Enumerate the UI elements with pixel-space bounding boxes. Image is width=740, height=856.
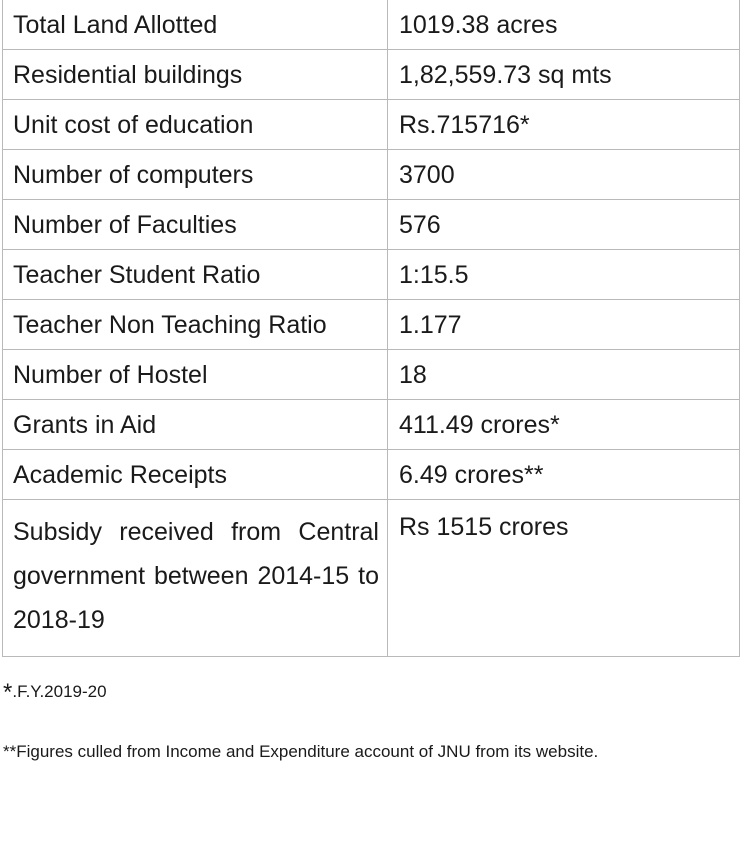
row-label: Teacher Student Ratio <box>3 250 388 300</box>
table-row <box>3 450 740 500</box>
row-label: Subsidy received from Central government between 2014-15 to 2018-19 <box>3 500 388 657</box>
footnote-source: **Figures culled from Income and Expenditure account of JNU from its website. <box>3 742 599 761</box>
table-row <box>3 100 740 150</box>
row-label: Number of Faculties <box>3 200 388 250</box>
row-value: 1.177 <box>388 300 740 350</box>
row-label: Grants in Aid <box>3 400 388 450</box>
row-value: 1,82,559.73 sq mts <box>388 50 740 100</box>
row-value: Rs 1515 crores <box>388 500 740 657</box>
row-value: 576 <box>388 200 740 250</box>
table-row <box>3 400 740 450</box>
footnote-fiscal-year <box>3 676 107 704</box>
table-row <box>3 250 740 300</box>
footnote-text: .F.Y.2019-20 <box>12 682 107 701</box>
row-label: Unit cost of education <box>3 100 388 150</box>
footnote-marker: * <box>3 679 13 706</box>
row-label: Teacher Non Teaching Ratio <box>3 300 388 350</box>
row-value: 6.49 crores** <box>388 450 740 500</box>
row-value: 3700 <box>388 150 740 200</box>
table-row <box>3 150 740 200</box>
table-row <box>3 0 740 50</box>
row-value: 1019.38 acres <box>388 0 740 50</box>
row-value: Rs.715716* <box>388 100 740 150</box>
table-row <box>3 200 740 250</box>
jnu-statistics-table <box>2 0 740 657</box>
table-row <box>3 300 740 350</box>
row-value: 411.49 crores* <box>388 400 740 450</box>
row-value: 1:15.5 <box>388 250 740 300</box>
table-row <box>3 50 740 100</box>
table-row <box>3 500 740 657</box>
row-label: Number of Hostel <box>3 350 388 400</box>
row-label: Total Land Allotted <box>3 0 388 50</box>
row-value: 18 <box>388 350 740 400</box>
row-label: Academic Receipts <box>3 450 388 500</box>
table-row <box>3 350 740 400</box>
row-label: Number of computers <box>3 150 388 200</box>
row-label: Residential buildings <box>3 50 388 100</box>
